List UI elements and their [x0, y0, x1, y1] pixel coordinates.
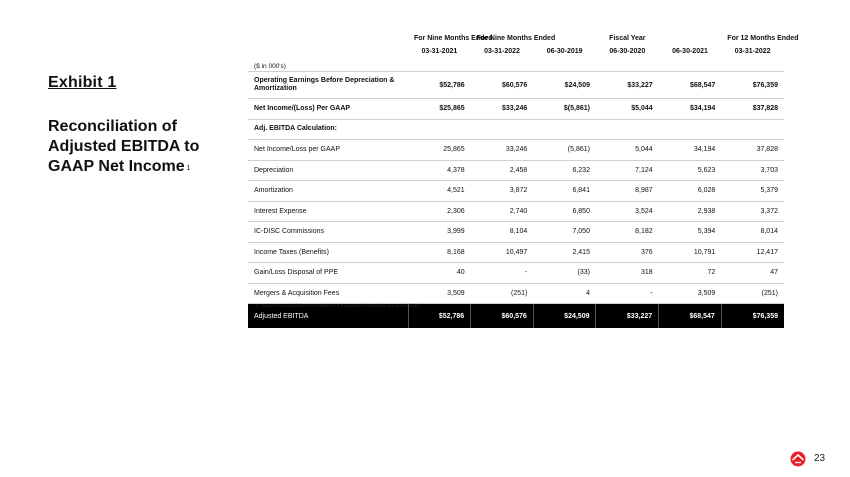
- cell: 318: [596, 263, 659, 284]
- table-row: [248, 181, 784, 202]
- row-label: Mergers & Acquisition Fees: [248, 283, 408, 304]
- row-label: Income Taxes (Benefits): [248, 242, 408, 263]
- table-row: [248, 72, 784, 99]
- total-cell: $24,509: [533, 304, 596, 329]
- table-row: [248, 222, 784, 243]
- cell: 10,791: [659, 242, 722, 263]
- cell: 8,104: [471, 222, 534, 243]
- total-cell: $60,576: [471, 304, 534, 329]
- cell: (251): [471, 283, 534, 304]
- cell: 5,379: [721, 181, 784, 202]
- cell: 2,458: [471, 160, 534, 181]
- cell: $68,547: [659, 72, 722, 99]
- cell: 3,372: [721, 201, 784, 222]
- cell: 3,524: [596, 201, 659, 222]
- cell: -: [596, 283, 659, 304]
- table-row: [248, 263, 784, 284]
- cell: 6,850: [533, 201, 596, 222]
- cell: 33,246: [471, 140, 534, 161]
- table-row: [248, 201, 784, 222]
- cell: $24,509: [533, 72, 596, 99]
- cell: 2,938: [659, 201, 722, 222]
- table-row: [248, 140, 784, 161]
- cell: 376: [596, 242, 659, 263]
- cell: 34,194: [659, 140, 722, 161]
- cell: 6,232: [533, 160, 596, 181]
- date-header: 03-31-2022: [734, 48, 771, 55]
- cell: 2,306: [408, 201, 471, 222]
- cell: 7,050: [533, 222, 596, 243]
- title-line-3: GAAP Net Income $^1$: [48, 158, 191, 175]
- cell: 40: [408, 263, 471, 284]
- date-header-row: [248, 48, 784, 72]
- group-header: For Nine Months Ended: [476, 34, 556, 42]
- cell: 3,509: [408, 283, 471, 304]
- total-cell: $76,359: [721, 304, 784, 329]
- cell: 4,378: [408, 160, 471, 181]
- exhibit-label: Exhibit 1: [48, 74, 117, 91]
- title-line-2: Adjusted EBITDA to: [48, 138, 200, 155]
- cell: 72: [659, 263, 722, 284]
- cell: 6,841: [533, 181, 596, 202]
- row-label: Depreciation: [248, 160, 408, 181]
- cell: 8,168: [408, 242, 471, 263]
- date-header: 06-30-2020: [609, 48, 646, 55]
- total-cell: $33,227: [596, 304, 659, 329]
- group-header: For Nine Months Ended: [414, 34, 493, 42]
- row-label: IC-DISC Commissions: [248, 222, 408, 243]
- cell: $76,359: [721, 72, 784, 99]
- date-header: 06-30-2021: [672, 48, 708, 55]
- cell: 4: [533, 283, 596, 304]
- cell: $52,786: [408, 72, 471, 99]
- table-row: [248, 242, 784, 263]
- cell: 2,415: [533, 242, 596, 263]
- cell: (33): [533, 263, 596, 284]
- company-logo-icon: [790, 451, 806, 467]
- cell: 8,987: [596, 181, 659, 202]
- row-label: Net Income/Loss per GAAP: [248, 140, 408, 161]
- section-label: Adj. EBITDA Calculation:: [248, 119, 408, 140]
- table-row: [248, 119, 784, 140]
- cell: $33,246: [471, 99, 534, 120]
- cell: 8,014: [721, 222, 784, 243]
- unit-label: ($ in 000's): [254, 63, 286, 70]
- cell: 47: [721, 263, 784, 284]
- cell: 7,124: [596, 160, 659, 181]
- cell: 5,044: [596, 140, 659, 161]
- row-label: Operating Earnings Before Depreciation & Amortization: [248, 72, 408, 99]
- cell: 6,028: [659, 181, 722, 202]
- row-label: Interest Expense: [248, 201, 408, 222]
- group-header: Fiscal Year: [609, 34, 646, 42]
- row-label: Gain/Loss Disposal of PPE: [248, 263, 408, 284]
- cell: 10,497: [471, 242, 534, 263]
- total-cell: $52,786: [408, 304, 471, 329]
- cell: $33,227: [596, 72, 659, 99]
- cell: 3,703: [721, 160, 784, 181]
- date-header: 06-30-2019: [546, 48, 583, 55]
- cell: 5,623: [659, 160, 722, 181]
- group-header: For 12 Months Ended: [727, 34, 799, 42]
- group-header-row: [248, 28, 784, 48]
- cell: $34,194: [659, 99, 722, 120]
- row-label: Amortization: [248, 181, 408, 202]
- table-row: [248, 160, 784, 181]
- total-label: Adjusted EBITDA: [248, 304, 408, 329]
- table-row: [248, 99, 784, 120]
- footnote: 1. Mergers & Acquisition Fees related to the proposed transaction are not included.: [256, 303, 422, 308]
- cell: 4,521: [408, 181, 471, 202]
- cell: (251): [721, 283, 784, 304]
- date-header: 03-31-2021: [421, 48, 458, 55]
- cell: 37,828: [721, 140, 784, 161]
- cell: $37,828: [721, 99, 784, 120]
- cell: $5,044: [596, 99, 659, 120]
- total-cell: $68,547: [659, 304, 722, 329]
- row-label: Net Income/(Loss) Per GAAP: [248, 99, 408, 120]
- cell: $60,576: [471, 72, 534, 99]
- cell: 25,865: [408, 140, 471, 161]
- title-footnote-marker: 1: [186, 165, 191, 172]
- title-line-1: Reconciliation of: [48, 118, 177, 135]
- cell: 3,509: [659, 283, 722, 304]
- cell: $(5,861): [533, 99, 596, 120]
- cell: (5,861): [533, 140, 596, 161]
- cell: 3,999: [408, 222, 471, 243]
- cell: $25,865: [408, 99, 471, 120]
- cell: 2,740: [471, 201, 534, 222]
- reconciliation-table: [248, 28, 799, 328]
- cell: -: [471, 263, 534, 284]
- page-number: 23: [814, 453, 826, 464]
- cell: 12,417: [721, 242, 784, 263]
- cell: 3,872: [471, 181, 534, 202]
- date-header: 03-31-2022: [484, 48, 520, 55]
- page-title: [48, 117, 238, 177]
- cell: 5,394: [659, 222, 722, 243]
- cell: 8,182: [596, 222, 659, 243]
- table-row: [248, 283, 784, 304]
